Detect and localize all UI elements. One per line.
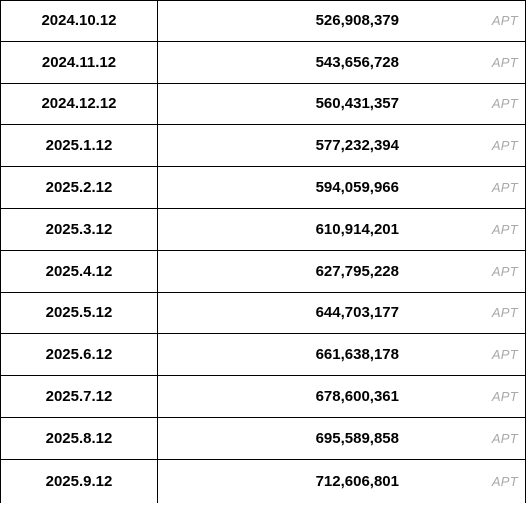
table-row [1, 0, 525, 42]
value-cell [158, 84, 525, 125]
table-row [1, 209, 525, 251]
date-cell: 2025.2.12 [1, 167, 158, 208]
value-cell [158, 209, 525, 250]
table-row [1, 125, 525, 167]
date-cell: 2025.9.12 [1, 460, 158, 503]
supply-value: 560,431,357 [315, 95, 399, 113]
unit-label: APT [491, 54, 518, 70]
unit-label: APT [491, 221, 518, 237]
date-cell: 2025.1.12 [1, 125, 158, 166]
value-cell [158, 125, 525, 166]
supply-value: 594,059,966 [315, 179, 399, 197]
unit-label: APT [491, 473, 518, 489]
value-cell [158, 293, 525, 334]
supply-value: 526,908,379 [315, 12, 399, 30]
date-cell: 2025.8.12 [1, 418, 158, 459]
table-row [1, 84, 525, 126]
value-cell [158, 334, 525, 375]
table-row [1, 418, 525, 460]
value-cell [158, 42, 525, 83]
supply-value: 610,914,201 [315, 220, 399, 238]
unit-label: APT [491, 263, 518, 279]
date-cell: 2024.11.12 [1, 42, 158, 83]
value-cell [158, 376, 525, 417]
supply-value: 543,656,728 [315, 53, 399, 71]
date-cell: 2025.3.12 [1, 209, 158, 250]
table-row [1, 42, 525, 84]
supply-value: 661,638,178 [315, 346, 399, 364]
value-cell [158, 167, 525, 208]
supply-value: 644,703,177 [315, 304, 399, 322]
supply-value: 577,232,394 [315, 137, 399, 155]
table-row [1, 460, 525, 503]
unit-label: APT [491, 138, 518, 154]
unit-label: APT [491, 180, 518, 196]
unit-label: APT [491, 430, 518, 446]
date-cell: 2025.5.12 [1, 293, 158, 334]
unit-label: APT [491, 389, 518, 405]
date-cell: 2025.6.12 [1, 334, 158, 375]
supply-value: 678,600,361 [315, 388, 399, 406]
date-cell: 2024.12.12 [1, 84, 158, 125]
table-row [1, 167, 525, 209]
table-row [1, 376, 525, 418]
unit-label: APT [491, 96, 518, 112]
supply-value: 712,606,801 [315, 472, 399, 490]
date-cell: 2024.10.12 [1, 1, 158, 41]
date-cell: 2025.4.12 [1, 251, 158, 292]
unit-label: APT [491, 347, 518, 363]
table-row [1, 251, 525, 293]
value-cell [158, 1, 525, 41]
value-cell [158, 460, 525, 503]
table-row [1, 293, 525, 335]
unit-label: APT [491, 305, 518, 321]
supply-value: 627,795,228 [315, 262, 399, 280]
unit-label: APT [491, 13, 518, 29]
supply-value: 695,589,858 [315, 429, 399, 447]
date-cell: 2025.7.12 [1, 376, 158, 417]
value-cell [158, 251, 525, 292]
table-row [1, 334, 525, 376]
value-cell [158, 418, 525, 459]
